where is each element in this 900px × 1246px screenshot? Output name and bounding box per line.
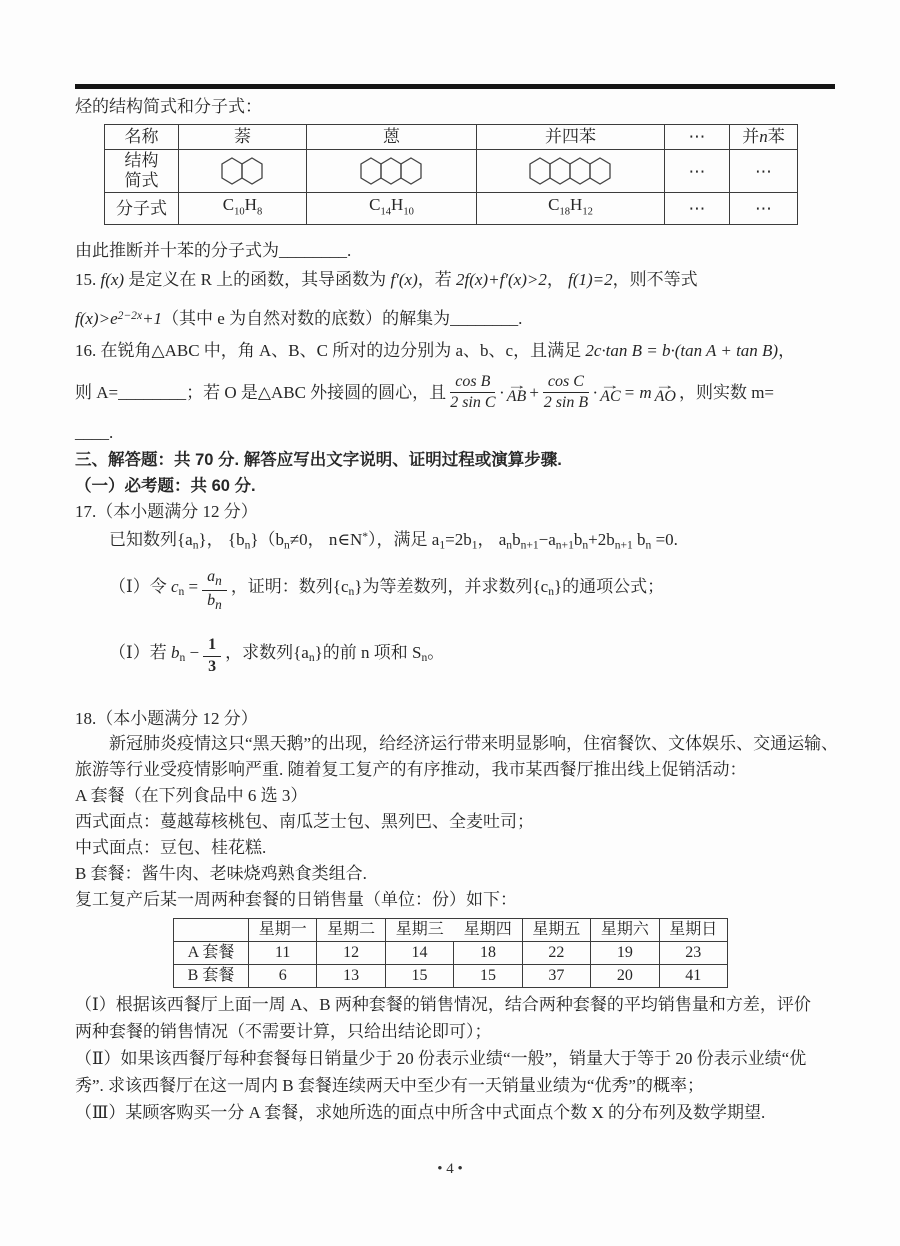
problem-15-line1: 15. f(x) 是定义在 R 上的函数，其导函数为 f′(x)，若 2f(x)+f′(x)>2， f(1)=2，则不等式 (75, 270, 698, 290)
formula-c18h12: $C_{18}H_{12}$ (477, 193, 665, 225)
problem-18-head: 18.（本小题满分 12 分） (75, 709, 258, 728)
sales-row-A (174, 942, 728, 965)
formula-ellipsis: ⋯ (665, 193, 730, 225)
tetracene-structure-icon (528, 156, 614, 186)
cell: 13 (317, 965, 385, 988)
cell: 22 (522, 942, 590, 965)
problem-18-q2-line2: 秀”. 求该西餐厅在这一周内 B 套餐连续两天中至少有一天销量业绩为“优秀”的概率； (75, 1076, 704, 1095)
cell: 15 (454, 965, 522, 988)
scan-artifact-bar (75, 84, 835, 89)
problem-18-q1-line1: （Ⅰ）根据该西餐厅上面一周 A、B 两种套餐的销售情况，结合两种套餐的平均销售量和方差，评价 (75, 995, 811, 1014)
vector-AO: → AO (654, 377, 676, 405)
header-wed-thu: 星期三 星期四 (385, 919, 522, 942)
header-monday: 星期一 (249, 919, 317, 942)
name-tetracene: 并四苯 (477, 125, 665, 150)
cell: 41 (659, 965, 727, 988)
row-label: A 套餐 (174, 942, 249, 965)
structure-naphthalene (179, 150, 307, 193)
fraction-1-3: $\frac{1}{3}$ (203, 636, 221, 676)
row-label: B 套餐 (174, 965, 249, 988)
section-three-heading: 三、解答题：共 70 分. 解答应写出文字说明、证明过程或演算步骤. (75, 450, 562, 469)
header-saturday: 星期六 (591, 919, 659, 942)
header-tuesday: 星期二 (317, 919, 385, 942)
problem-18-table-intro: 复工复产后某一周两种套餐的日销售量（单位：份）如下： (75, 890, 517, 909)
table-row (105, 125, 798, 150)
name-n-acene: 并n苯 (730, 125, 798, 150)
intro-line: 烃的结构简式和分子式： (75, 97, 262, 116)
corner-cell (174, 919, 249, 942)
anthracene-structure-icon (359, 156, 425, 186)
formula-ellipsis: ⋯ (730, 193, 798, 225)
cell: 37 (522, 965, 590, 988)
row-header-formula: 分子式 (105, 193, 179, 225)
page-number: • 4 • (437, 1161, 463, 1177)
problem-18-q3: （Ⅲ）某顾客购买一分 A 套餐，求她所选的面点中所含中式面点个数 X 的分布列及数学期望. (75, 1103, 766, 1122)
cell: 18 (454, 942, 522, 965)
hydrocarbon-table (104, 124, 798, 225)
header-sunday: 星期日 (659, 919, 727, 942)
cell: 19 (591, 942, 659, 965)
problem-18-setB: B 套餐：酱牛肉、老味烧鸡熟食类组合. (75, 864, 367, 883)
problem-16-line2: 则 A=________；若 O 是△ABC 外接圆的圆心，且 $\frac{\text{cos B}}{\text{2 sin C}}$ · → AB + $\frac{\text{cos C}}{\text{2 sin B}}$ · → AC = m → AO ，则实数 m= (75, 372, 775, 412)
structure-tetracene (477, 150, 665, 193)
sales-row-B (174, 965, 728, 988)
problem-18-setA: A 套餐（在下列食品中 6 选 3） (75, 786, 308, 805)
sales-table (173, 918, 728, 988)
problem-15-line2: $f(x)>e^{2-2x}+1$（其中 e 为自然对数的底数）的解集为________. (75, 309, 523, 329)
problem-16-line1: 16. 在锐角△ABC 中，角 A、B、C 所对的边分别为 a、b、c，且满足 2c·tan B = b·(tan A + tan B)， (75, 340, 796, 360)
vector-AC: → AC (600, 377, 621, 405)
naphthalene-structure-icon (220, 156, 266, 186)
name-naphthalene: 萘 (179, 125, 307, 150)
sales-header-row (174, 919, 728, 942)
cell: 6 (249, 965, 317, 988)
fraction-cosC-2sinB: $\frac{\text{cos C}}{\text{2 sin B}}$ (543, 372, 589, 412)
problem-18-q1-line2: 两种套餐的销售情况（不需要计算，只给出结论即可）； (75, 1022, 492, 1041)
deduce-line: 由此推断并十苯的分子式为________. (75, 241, 352, 261)
header-friday: 星期五 (522, 919, 590, 942)
problem-17-given: 已知数列$\{a_n\}$， $\{b_n\}(b_n\ne 0$， n∈N*），满足 $a_1=2b_1$， $a_nb_{n+1}-a_{n+1}b_n+2b_{n+1}$ $b_n =0$. (109, 529, 678, 551)
section-three-sub: （一）必考题：共 60 分. (75, 476, 256, 495)
problem-17-q2: （Ⅰ）若 $b_n$ − $\frac{1}{3}$ ，求数列$\{a_n\}$的前 n 项和 $S_n$。 (109, 636, 445, 675)
row-header-structure: 结构 简式 (105, 150, 179, 193)
fraction-cosB-2sinC: $\frac{\text{cos B}}{\text{2 sin C}}$ (450, 372, 496, 412)
table-row (105, 193, 798, 225)
formula-c14h10: $C_{14}H_{10}$ (307, 193, 477, 225)
problem-17-q1: （Ⅰ）令 $c_n$ = $\frac{a_n}{b_n}$ ，证明：数列$\{c_n\}$为等差数列，并求数列$\{c_n\}$的通项公式； (109, 568, 665, 612)
problem-16-line3: ____. (75, 422, 114, 442)
cell: 14 (385, 942, 453, 965)
structure-ellipsis: ⋯ (665, 150, 730, 193)
table-row (105, 150, 798, 193)
name-anthracene: 蒽 (307, 125, 477, 150)
name-ellipsis: ⋯ (665, 125, 730, 150)
cell: 12 (317, 942, 385, 965)
structure-ellipsis: ⋯ (730, 150, 798, 193)
cell: 23 (659, 942, 727, 965)
problem-18-western-pastry: 西式面点：蔓越莓核桃包、南瓜芝士包、黑列巴、全麦吐司； (75, 812, 534, 831)
fraction-an-bn: $\frac{a_n}{b_n}$ (202, 568, 227, 612)
cell: 15 (385, 965, 453, 988)
problem-18-chinese-pastry: 中式面点：豆包、桂花糕. (75, 838, 267, 857)
formula-c10h8: $C_{10}H_8$ (179, 193, 307, 225)
cell: 20 (591, 965, 659, 988)
problem-18-para2: 旅游等行业受疫情影响严重. 随着复工复产的有序推动，我市某西餐厅推出线上促销活动： (75, 760, 747, 779)
problem-17-head: 17.（本小题满分 12 分） (75, 501, 258, 521)
structure-anthracene (307, 150, 477, 193)
problem-18-q2-line1: （Ⅱ）如果该西餐厅每种套餐每日销量少于 20 份表示业绩“一般”，销量大于等于 20 份表示业绩“优 (75, 1049, 807, 1068)
problem-18-para1: 新冠肺炎疫情这只“黑天鹅”的出现，给经济运行带来明显影响，住宿餐饮、文体娱乐、交通运输、 (109, 734, 839, 753)
cell: 11 (249, 942, 317, 965)
vector-AB: → AB (506, 377, 527, 405)
row-header-name: 名称 (105, 125, 179, 150)
